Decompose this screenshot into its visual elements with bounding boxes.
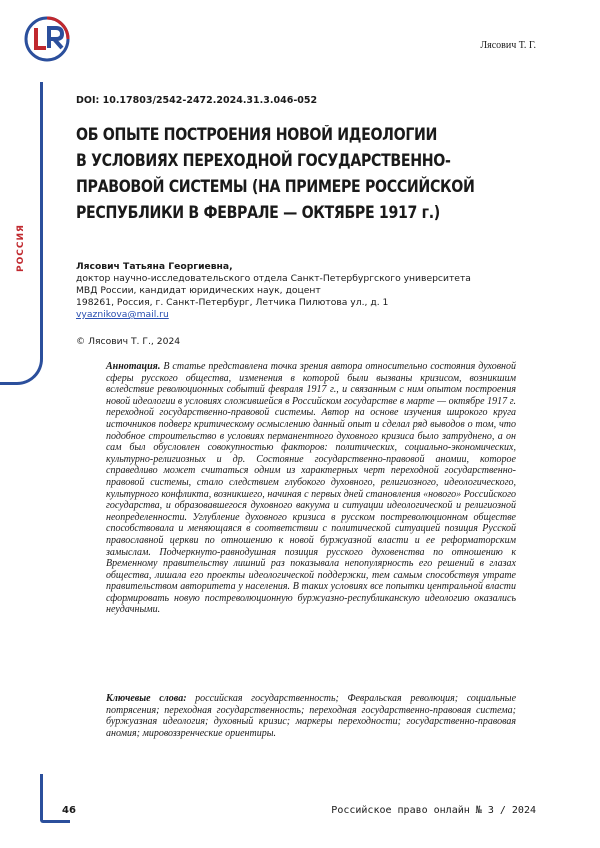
- journal-logo: [22, 14, 72, 64]
- annotation-text: В статье представлена точка зрения автора относительно состояния духовной сферы русского общества, изменения в которой были вызваны кризисом, возникшим вследствие революционных событий февраля 1917 г., и связанным с ним опытом построения новой идеологии в условиях сложившейся в Российском государстве в марте — октябре 1917 г. переходной государственно-правовой системы. Автор на основе изучения широкого круга источников подверг критическому осмыслению данный опыт и сделал ряд выводов о том, что подобное строительство в условиях перманентного духовного кризиса было затруднено, а он сам был обусловлен совокупностью факторов: политических, социально-экономических, культурно-религиозных и др. Состояние государственно-правовой аномии, которое справедливо может считаться одним из характерных черт переходной государственно-правовой системы, стало следствием глубокого духовного, религиозного, идеологического, культурного конфликта, возникшего, начиная с первых дней становления «нового» Российского государства, и образовавшегося духовного вакуума и ситуации идеологической и религиозной неопределенности. Углубление духовного кризиса в русском постреволюционном обществе способствовала и меняющаяся в соответствии с политической ситуацией позиция Русской православной церкви по отношению к новой буржуазной власти и ее реформаторским замыслам. Подчеркнуто-равнодушная позиция русского духовенства по отношению к Временному правительству лишний раз показывала непопулярность его решений в глазах общества, лишала его проекты идеологической поддержки, тем самым способствуя утрате правительством авторитета у населения. В таких условиях все попытки центральной власти сформировать новую постреволюционную буржуазно-республиканскую идеологию оказались неудачными.: [106, 361, 517, 616]
- annotation: [106, 361, 516, 616]
- keywords-text: российская государственность; Февральская революция; социальные потрясения; переходная государственность; переходная государственно-правовая система; буржуазная идеология; духовный кризис; маркеры переходности; государственно-правовая аномия; мировоззренческие ориентиры.: [106, 693, 517, 739]
- author-name: Лясович Татьяна Георгиевна,: [76, 261, 233, 272]
- author-position-cont: МВД России, кандидат юридических наук, доцент: [76, 285, 321, 296]
- author-position: доктор научно-исследовательского отдела Санкт-Петербургского университета: [76, 273, 471, 284]
- footer-decoration-corner: [40, 820, 70, 823]
- article-title: ОБ ОПЫТЕ ПОСТРОЕНИЯ НОВОЙ ИДЕОЛОГИИ В УСЛОВИЯХ ПЕРЕХОДНОЙ ГОСУДАРСТВЕННО- ПРАВОВОЙ СИСТЕМЫ (НА ПРИМЕРЕ РОССИЙСКОЙ РЕСПУБЛИКИ В ФЕВРАЛЕ — ОКТЯБРЕ 1917 г.): [76, 125, 475, 222]
- page-number: 46: [62, 805, 76, 816]
- footer-decoration-line: [40, 774, 43, 820]
- journal-name: Российское право онлайн № 3 / 2024: [331, 805, 536, 816]
- annotation-label: Аннотация.: [106, 361, 161, 372]
- author-email-link[interactable]: vyaznikova@mail.ru: [76, 309, 169, 320]
- doi: DOI: 10.17803/2542-2472.2024.31.3.046-052: [76, 95, 318, 106]
- keywords-label: Ключевые слова:: [106, 693, 187, 704]
- copyright: © Лясович Т. Г., 2024: [76, 336, 181, 347]
- author-info: [76, 261, 536, 321]
- side-section-tag: РОССИЯ: [16, 224, 26, 272]
- header-author: Лясович Т. Г.: [480, 40, 536, 51]
- keywords: [106, 693, 516, 739]
- author-address: 198261, Россия, г. Санкт-Петербург, Летчика Пилютова ул., д. 1: [76, 297, 389, 308]
